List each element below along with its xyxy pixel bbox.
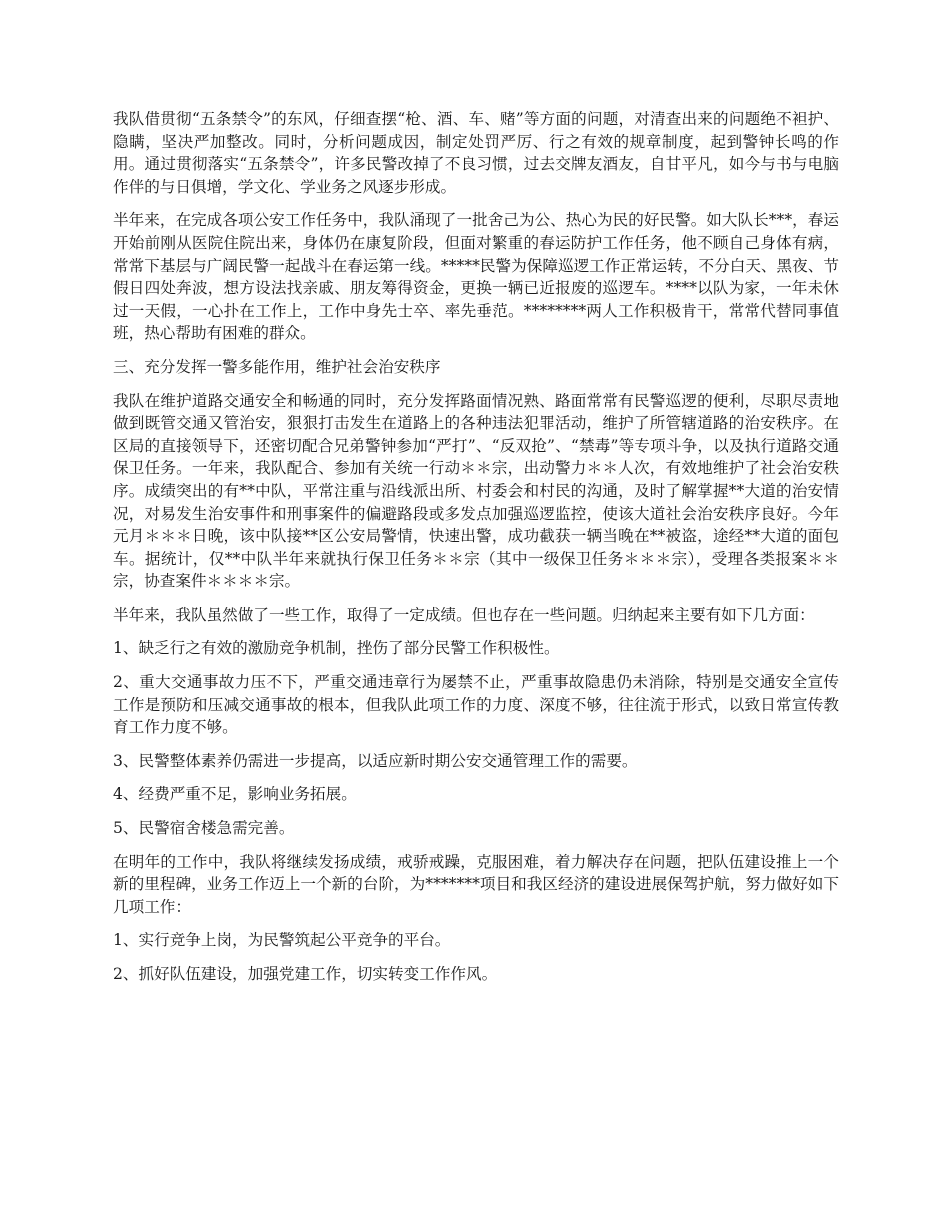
problem-item-1: 1、缺乏行之有效的激励竞争机制，挫伤了部分民警工作积极性。 [113,639,560,658]
plan-item-1: 1、实行竞争上岗，为民警筑起公平竞争的平台。 [113,931,451,950]
problem-item-5: 5、民警宿舍楼急需完善。 [113,819,295,838]
paragraph-problems-intro: 半年来，我队虽然做了一些工作，取得了一定成绩。但也存在一些问题。归纳起来主要有如下几方面： [113,605,815,624]
section-heading-public-order: 三、充分发挥一警多能作用，维护社会治安秩序 [113,357,441,376]
plan-item-2: 2、抓好队伍建设，加强党建工作，切实转变工作作风。 [113,965,498,983]
problem-item-4: 4、经费严重不足，影响业务拓展。 [113,785,357,804]
document-body [113,108,839,997]
paragraph-five-prohibitions: 我队借贯彻“五条禁令”的东风，仔细查摆“枪、酒、车、赌”等方面的问题，对清查出来的问题绝不袒护、隐瞒，坚决严加整改。同时，分析问题成因，制定处罚严厉、行之有效的规章制度，起到警钟长鸣的作用。通过贯彻落实“五条禁令”，许多民警改掉了不良习惯，过去交牌友酒友，自甘平凡，如今与书与电脑作伴的与日俱增，学文化、学业务之风逐步形成。 [113,110,839,196]
paragraph-exemplary-officers: 半年来，在完成各项公安工作任务中，我队涌现了一批舍己为公、热心为民的好民警。如大队长***，春运开始前刚从医院住院出来，身体仍在康复阶段，但面对繁重的春运防护工作任务，他不顾自己身体有病，常常下基层与广阔民警一起战斗在春运第一线。*****民警为保障巡逻工作正常运转，不分白天、黑夜、节假日四处奔波，想方设法找亲戚、朋友筹得资金，更换一辆已近报废的巡逻车。****以队为家，一年未休过一天假，一心扑在工作上，工作中身先士卒、率先垂范。********两人工作积极肯干，常常代替同事值班，热心帮助有困难的群众。 [113,211,839,343]
problem-item-3: 3、民警整体素养仍需进一步提高，以适应新时期公安交通管理工作的需要。 [113,751,638,770]
paragraph-next-year-intro: 在明年的工作中，我队将继续发扬成绩，戒骄戒躁，克服困难，着力解决存在问题，把队伍建设推上一个新的里程碑，业务工作迈上一个新的台阶，为*******项目和我区经济的建设进展保驾护航，努力做好如下几项工作： [113,852,839,916]
problem-item-2: 2、重大交通事故力压不下，严重交通违章行为屡禁不止，严重事故隐患仍未消除，特别是交通安全宣传工作是预防和压减交通事故的根本，但我队此项工作的力度、深度不够，往往流于形式，以致日常宣传教育工作力度不够。 [113,673,839,737]
paragraph-public-order: 我队在维护道路交通安全和畅通的同时，充分发挥路面情况熟、路面常常有民警巡逻的便利，尽职尽责地做到既管交通又管治安，狠狠打击发生在道路上的各种违法犯罪活动，维护了所管辖道路的治安秩序。在区局的直接领导下，还密切配合兄弟警钟参加“严打”、“反双抢”、“禁毒”等专项斗争，以及执行道路交通保卫任务。一年来，我队配合、参加有关统一行动＊＊宗，出动警力＊＊人次，有效地维护了社会治安秩序。成绩突出的有**中队，平常注重与沿线派出所、村委会和村民的沟通，及时了解掌握**大道的治安情况，对易发生治安事件和刑事案件的偏避路段或多发点加强巡逻监控，使该大道社会治安秩序良好。今年元月＊＊＊日晚，该中队接**区公安局警情，快速出警，成功截获一辆当晚在**被盗，途经**大道的面包车。据统计，仅**中队半年来就执行保卫任务＊＊宗（其中一级保卫任务＊＊＊宗），受理各类报案＊＊宗，协查案件＊＊＊＊宗。 [113,391,839,591]
